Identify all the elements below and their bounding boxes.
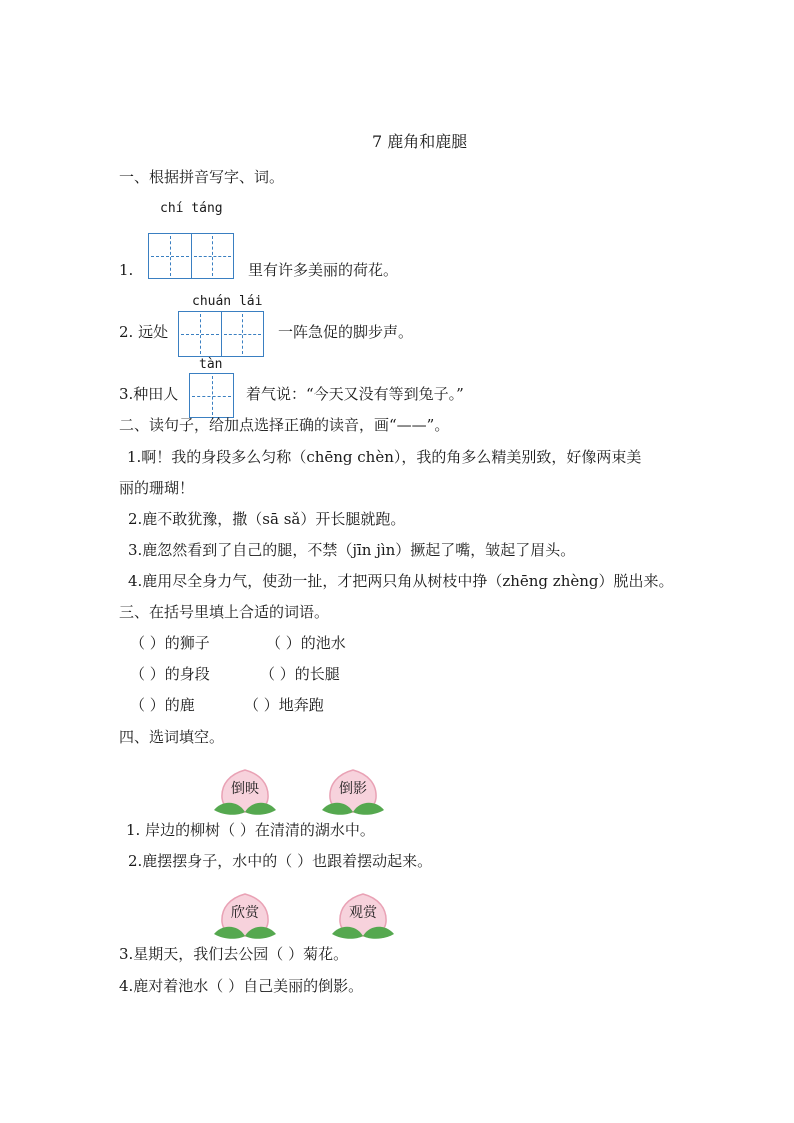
sentence-4: 4.鹿用尽全身力气，使劲一扯，才把两只角从树枝中挣（zhēng zhèng）脱出来。 (128, 572, 674, 590)
peach-word-2: 倒影 (339, 781, 367, 797)
q2-prefix: 2. 远处 (119, 323, 169, 341)
sentence-3: 3.鹿忽然看到了自己的腿，不禁（jīn jìn）撅起了嘴，皱起了眉头。 (128, 541, 576, 559)
q2-text: 一阵急促的脚步声。 (278, 323, 414, 341)
q3-text: 着气说：“今天又没有等到兔子。” (246, 385, 464, 403)
q1-number: 1. (119, 261, 134, 279)
q2-writing-grid[interactable] (178, 311, 264, 357)
q3-writing-grid[interactable] (189, 373, 234, 418)
peach-word-4: 观赏 (349, 905, 377, 921)
fill-blank-lion[interactable]: （ ）的狮子 (130, 634, 210, 652)
q3-prefix: 3.种田人 (119, 385, 179, 403)
q1-pinyin: chí táng (160, 201, 223, 216)
choice-question-3: 3.星期天，我们去公园（ ）菊花。 (119, 945, 349, 963)
peach-word-3: 欣赏 (231, 905, 259, 921)
choice-question-2: 2.鹿摆摆身子，水中的（ ）也跟着摆动起来。 (128, 852, 433, 870)
grid-cell[interactable] (222, 312, 264, 356)
section-4-heading: 四、选词填空。 (119, 728, 225, 746)
sentence-1-line-2: 丽的珊瑚！ (119, 479, 195, 497)
fill-blank-deer[interactable]: （ ）的鹿 (130, 696, 195, 714)
sentence-1-line-1: 1.啊！我的身段多么匀称（chēng chèn），我的角多么精美别致，好像两束美 (127, 448, 642, 466)
grid-cell[interactable] (192, 234, 234, 278)
grid-cell[interactable] (190, 374, 233, 417)
grid-cell[interactable] (179, 312, 222, 356)
choice-question-1: 1. 岸边的柳树（ ）在清清的湖水中。 (126, 821, 375, 839)
word-choice-peach[interactable] (212, 766, 278, 820)
section-3-heading: 三、在括号里填上合适的词语。 (119, 603, 330, 621)
q3-pinyin: tàn (199, 357, 223, 372)
q2-pinyin: chuán lái (192, 294, 263, 309)
fill-blank-body[interactable]: （ ）的身段 (130, 665, 210, 683)
grid-cell[interactable] (149, 234, 192, 278)
peach-word-1: 倒映 (231, 781, 259, 797)
fill-blank-pond[interactable]: （ ）的池水 (266, 634, 346, 652)
q1-text: 里有许多美丽的荷花。 (248, 261, 399, 279)
section-1-heading: 一、根据拼音写字、词。 (119, 168, 285, 186)
section-2-heading: 二、读句子，给加点选择正确的读音，画“——”。 (119, 416, 450, 434)
fill-blank-run[interactable]: （ ）地奔跑 (244, 696, 324, 714)
page-title: 7 鹿角和鹿腿 (372, 132, 468, 151)
q1-writing-grid[interactable] (148, 233, 234, 279)
word-choice-peach[interactable] (212, 890, 278, 944)
choice-question-4: 4.鹿对着池水（ ）自己美丽的倒影。 (119, 977, 364, 995)
word-choice-peach[interactable] (320, 766, 386, 820)
word-choice-peach[interactable] (330, 890, 396, 944)
sentence-2: 2.鹿不敢犹豫，撒（sā sǎ）开长腿就跑。 (128, 510, 406, 528)
fill-blank-legs[interactable]: （ ）的长腿 (260, 665, 340, 683)
